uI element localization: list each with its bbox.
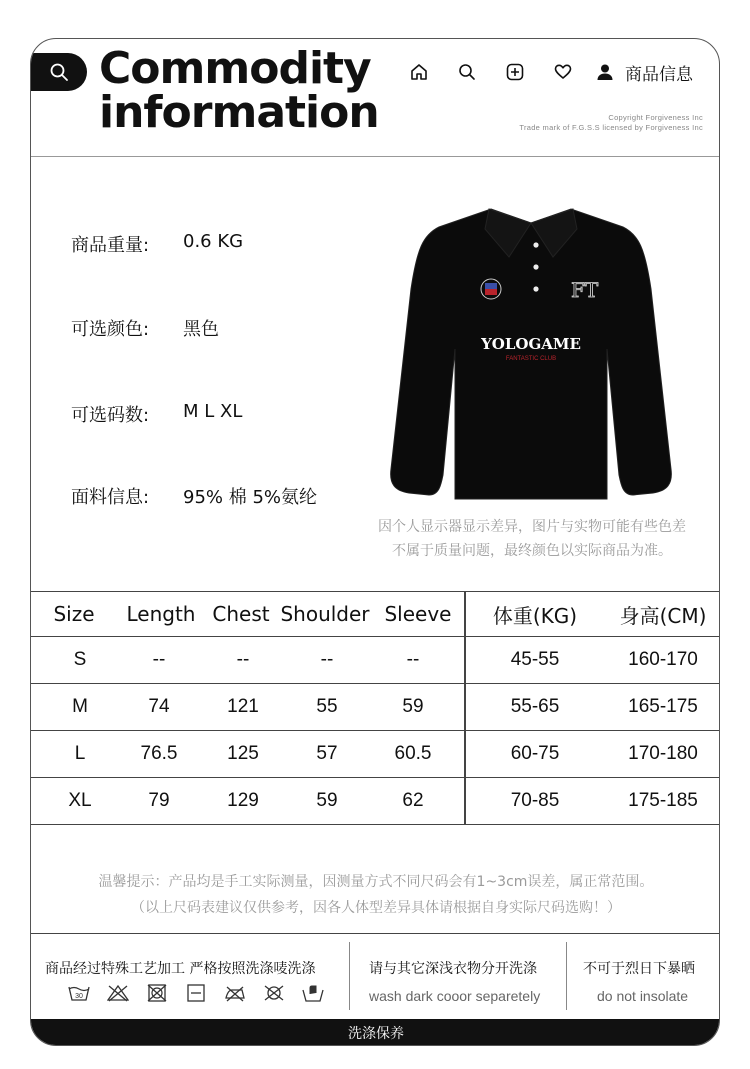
heart-icon[interactable]	[539, 57, 587, 87]
weight-value: 0.6 KG	[183, 231, 244, 252]
cell-size: M	[72, 696, 88, 717]
care-col3-title: 不可于烈日下暴晒	[583, 961, 695, 977]
table-row	[31, 684, 720, 731]
cell-chest: 121	[227, 696, 259, 717]
cell-height: 160-170	[628, 649, 698, 670]
disclaimer-line1: 因个人显示器显示差异，图片与实物可能有些色差	[378, 519, 686, 535]
care-divider	[349, 942, 350, 1010]
fabric-row	[71, 483, 317, 509]
hand-wash-icon	[293, 982, 332, 1004]
cell-shoulder: 55	[316, 696, 338, 717]
header-size: Size	[53, 602, 95, 626]
care-col2-title: 请与其它深浅衣物分开洗涤	[369, 961, 537, 977]
cell-weight: 60-75	[510, 743, 560, 764]
nav-label[interactable]: 商品信息	[625, 64, 693, 85]
copyright	[519, 113, 703, 133]
care-divider	[566, 942, 567, 1010]
cell-height: 165-175	[628, 696, 698, 717]
cell-length: 79	[148, 790, 170, 811]
garment-brand: YOLOGAME	[481, 335, 581, 353]
header-chest: Chest	[212, 602, 270, 626]
garment-mark: FT	[571, 278, 599, 302]
header	[31, 39, 720, 157]
cell-weight: 55-65	[510, 696, 560, 717]
table-row	[31, 731, 720, 778]
cell-weight: 70-85	[510, 790, 560, 811]
cell-sleeve: 60.5	[394, 743, 432, 764]
care-icons	[59, 982, 332, 1004]
garment-tag	[526, 209, 536, 219]
cell-shoulder: --	[320, 649, 334, 670]
cell-chest: --	[236, 649, 250, 670]
fabric-label: 面料信息:	[71, 487, 150, 508]
page-title	[99, 43, 399, 138]
header-height: 身高(CM)	[619, 603, 707, 628]
header-shoulder: Shoulder	[280, 602, 370, 626]
cell-chest: 125	[227, 743, 259, 764]
table-header	[31, 591, 720, 637]
cell-length: 76.5	[140, 743, 178, 764]
no-bleach-icon	[98, 982, 137, 1004]
cell-sleeve: 59	[402, 696, 424, 717]
cell-weight: 45-55	[510, 649, 560, 670]
title-line1: Commodity	[99, 43, 371, 94]
color-row	[71, 315, 219, 341]
commodity-card	[30, 38, 720, 1046]
header-sleeve: Sleeve	[384, 602, 452, 626]
care-col3-sub: do not insolate	[597, 988, 689, 1004]
search-button[interactable]	[31, 53, 87, 91]
cell-height: 175-185	[628, 790, 698, 811]
no-dry-clean-icon	[254, 982, 293, 1004]
cell-sleeve: 62	[402, 790, 424, 811]
cell-shoulder: 59	[316, 790, 338, 811]
size-row	[71, 401, 242, 427]
care-col1-title: 商品经过特殊工艺加工 严格按照洗涤唛洗涤	[45, 961, 316, 977]
home-icon[interactable]	[395, 57, 443, 87]
product-image	[371, 179, 691, 509]
search-icon	[49, 62, 69, 82]
copyright-line1: Copyright Forgiveness Inc	[608, 113, 703, 122]
user-icon[interactable]	[587, 57, 623, 87]
size-value: M L XL	[183, 401, 243, 422]
tips-line2: （以上尺码表建议仅供参考，因各人体型差异具体请根据自身实际尺码选购！）	[131, 900, 621, 916]
cell-shoulder: 57	[316, 743, 338, 764]
measurement-tips	[31, 869, 720, 921]
header-weight: 体重(KG)	[492, 603, 578, 628]
table-row	[31, 637, 720, 684]
cell-length: 74	[148, 696, 170, 717]
table-row	[31, 778, 720, 825]
cell-height: 170-180	[628, 743, 698, 764]
nav-bar	[395, 57, 693, 87]
title-line2: information	[99, 87, 379, 138]
cell-chest: 129	[227, 790, 259, 811]
color-label: 可选颜色:	[71, 319, 150, 340]
color-value: 黑色	[183, 319, 219, 340]
search-icon[interactable]	[443, 57, 491, 87]
plus-icon[interactable]	[491, 57, 539, 87]
size-label: 可选码数:	[71, 405, 150, 426]
header-length: Length	[126, 602, 196, 626]
svg-text:30: 30	[74, 993, 83, 1000]
care-col2-sub: wash dark cooor separetely	[369, 988, 541, 1004]
cell-size: L	[74, 743, 86, 764]
fabric-value: 95% 棉 5%氨纶	[183, 487, 318, 508]
color-disclaimer	[349, 515, 715, 563]
tips-line1: 温馨提示：产品均是手工实际测量，因测量方式不同尺码会有1~3cm误差，属正常范围。	[98, 874, 654, 890]
garment-sub: FANTASTIC CLUB	[505, 356, 557, 362]
disclaimer-line2: 不属于质量问题，最终颜色以实际商品为准。	[392, 543, 672, 559]
footer-bar	[31, 1019, 720, 1046]
weight-row	[71, 231, 243, 257]
cell-sleeve: --	[406, 649, 420, 670]
flat-dry-icon	[176, 982, 215, 1004]
wash-30-icon	[59, 982, 98, 1004]
footer-label: 洗涤保养	[348, 1026, 404, 1042]
no-iron-icon	[215, 982, 254, 1004]
no-tumble-dry-icon	[137, 982, 176, 1004]
cell-size: XL	[68, 790, 92, 811]
copyright-line2: Trade mark of F.G.S.S licensed by Forgiveness Inc	[519, 123, 703, 132]
care-section	[31, 933, 720, 1019]
cell-size: S	[73, 649, 87, 670]
weight-label: 商品重量:	[71, 235, 150, 256]
cell-length: --	[152, 649, 166, 670]
